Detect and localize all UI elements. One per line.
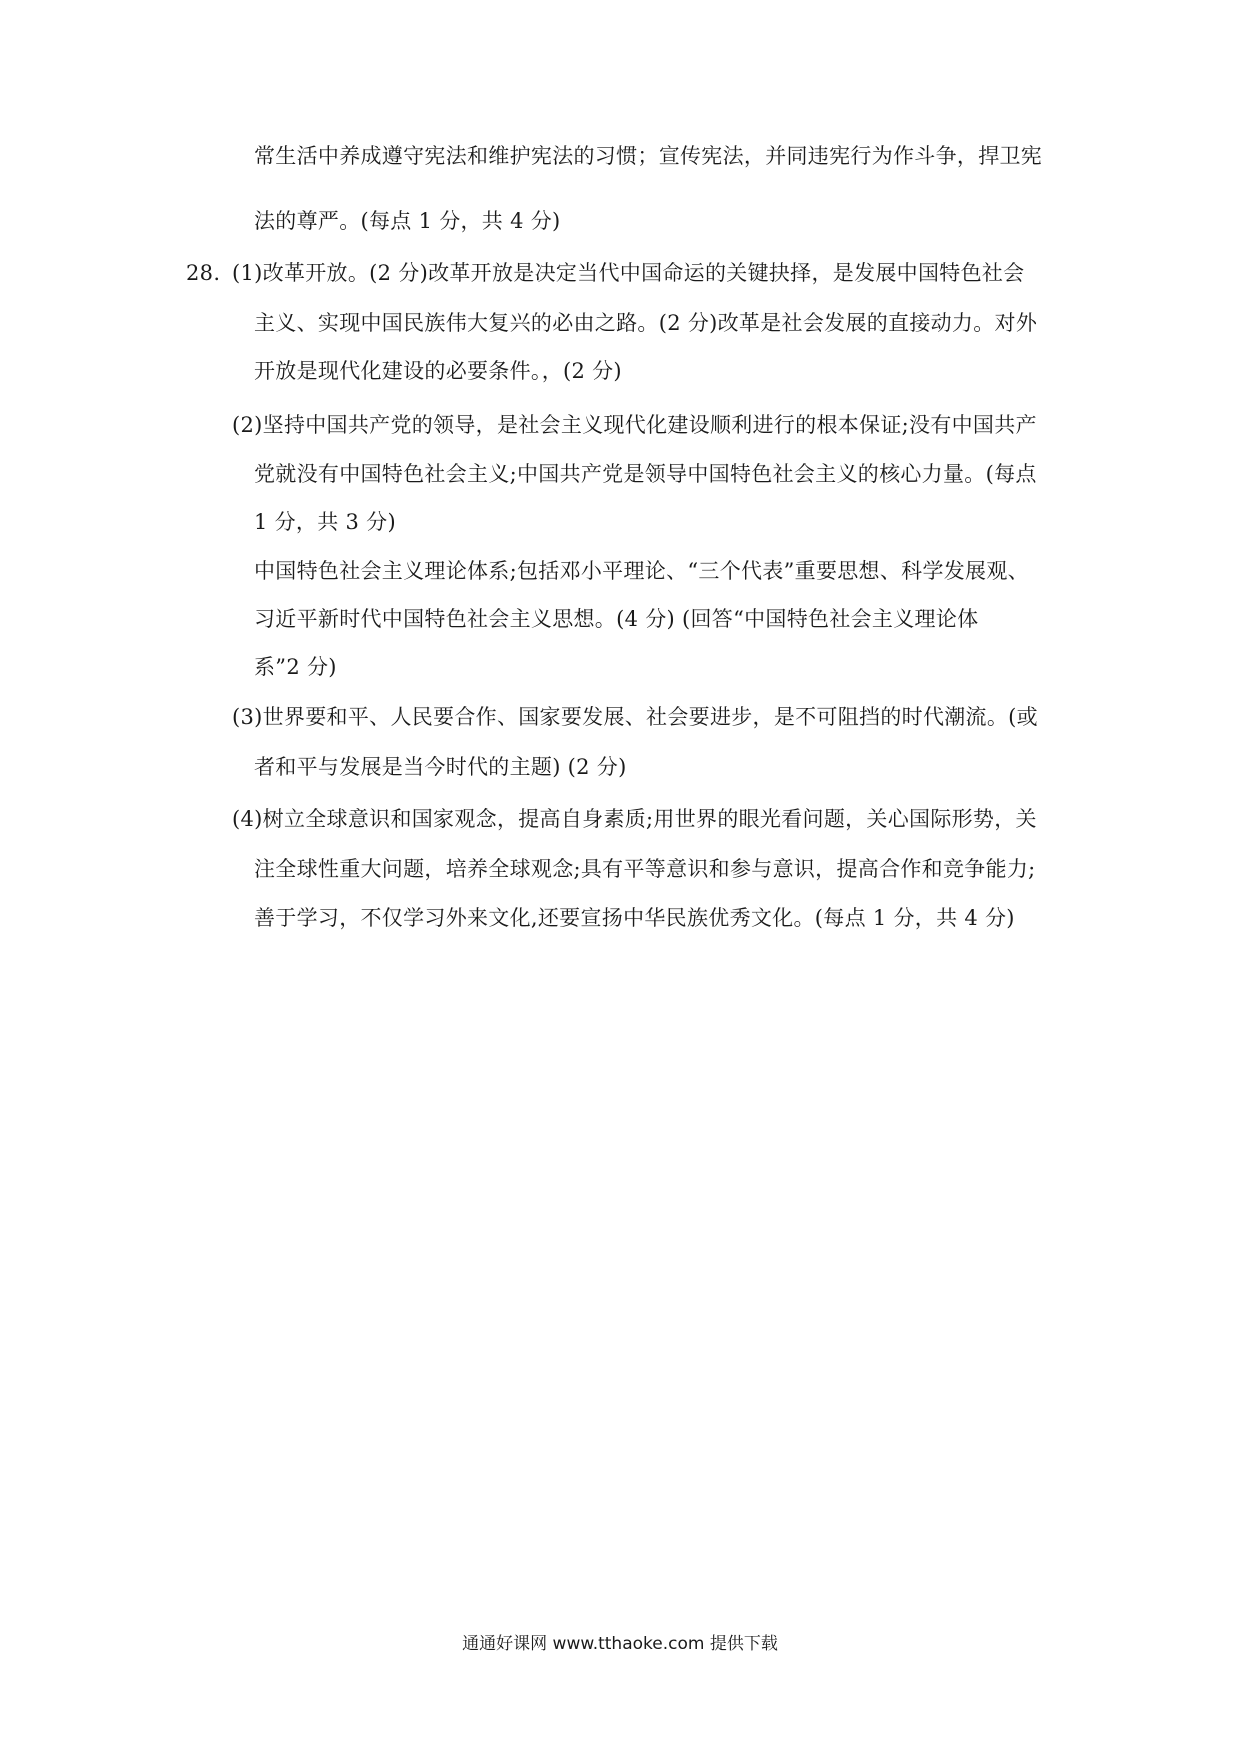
q28-part3-line-2: 者和平与发展是当今时代的主题) (2 分) [254,755,627,779]
q28-part4-line-1: (4)树立全球意识和国家观念，提高自身素质;用世界的眼光看问题，关心国际形势，关 [232,807,1037,831]
q28-part2-line-3: 1 分，共 3 分) [254,510,396,534]
q28-part3-line-1: (3)世界要和平、人民要合作、国家要发展、社会要进步，是不可阻挡的时代潮流。(或 [232,705,1038,729]
q28-part1-line-2: 主义、实现中国民族伟大复兴的必由之路。(2 分)改革是社会发展的直接动力。对外 [254,311,1038,335]
q28-part2-line-4: 中国特色社会主义理论体系;包括邓小平理论、“三个代表”重要思想、科学发展观、 [254,559,1029,583]
q28-part4-line-2: 注全球性重大问题，培养全球观念;具有平等意识和参与意识，提高合作和竞争能力; [254,857,1036,881]
q28-part2-line-1: (2)坚持中国共产党的领导，是社会主义现代化建设顺利进行的根本保证;没有中国共产 [232,413,1037,437]
q28-part1-line-3: 开放是现代化建设的必要条件。，(2 分) [254,359,622,383]
q28-part1-line-1: (1)改革开放。(2 分)改革开放是决定当代中国命运的关键抉择，是发展中国特色社会 [232,261,1025,285]
q27-line-2: 法的尊严。(每点 1 分，共 4 分) [254,209,561,233]
q28-number: 28. [186,261,221,285]
q28-part2-line-6: 系”2 分) [254,655,337,679]
q28-part4-line-3: 善于学习，不仅学习外来文化,还要宣扬中华民族优秀文化。(每点 1 分，共 4 分) [254,906,1015,930]
q28-part2-line-5: 习近平新时代中国特色社会主义思想。(4 分) (回答“中国特色社会主义理论体 [254,607,979,631]
page-footer: 通通好课网 www.tthaoke.com 提供下载 [462,1634,778,1654]
q28-part2-line-2: 党就没有中国特色社会主义;中国共产党是领导中国特色社会主义的核心力量。(每点 [254,462,1037,486]
q27-line-1: 常生活中养成遵守宪法和维护宪法的习惯；宣传宪法，并同违宪行为作斗争，捍卫宪 [254,144,1043,168]
